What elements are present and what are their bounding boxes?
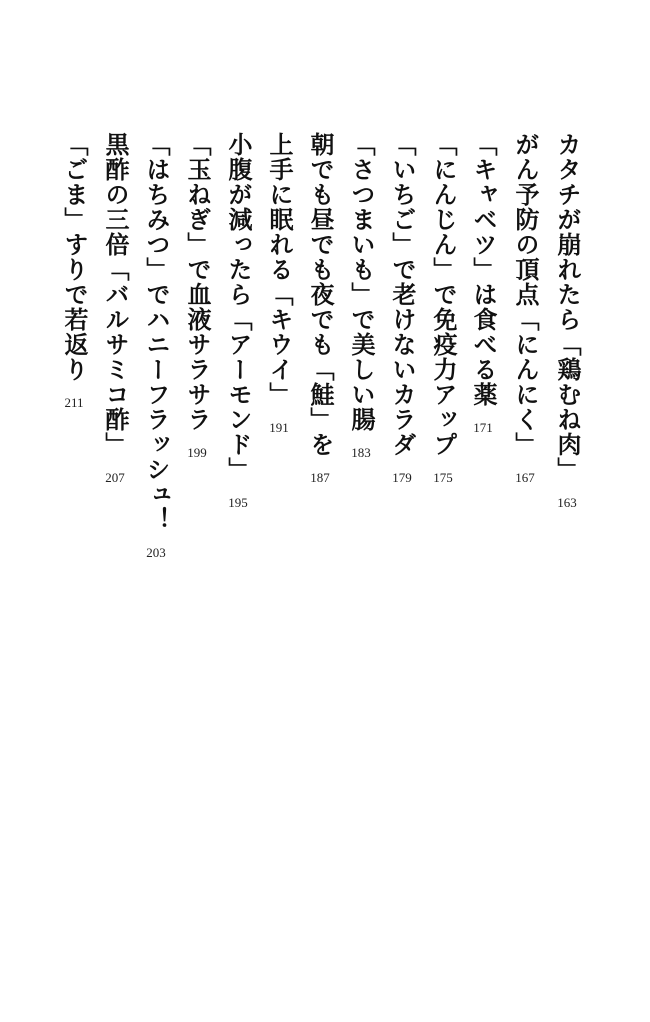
toc-entry-page-number: 163 [557, 495, 577, 510]
toc-entry-title: 「にんじん」で免疫力アップ [429, 132, 457, 457]
toc-entry-page-number: 183 [351, 445, 371, 460]
toc-entry [97, 132, 133, 485]
toc-entry-page-number: 179 [392, 470, 412, 485]
toc-entry-page-number: 175 [433, 470, 453, 485]
toc-entry [384, 132, 420, 485]
toc-entry [56, 132, 92, 410]
toc-entry-page-number: 199 [187, 445, 207, 460]
toc-entry-title: がん予防の頂点「にんにく」 [511, 132, 539, 457]
toc-entry-page-number: 195 [228, 495, 248, 510]
toc-entry-page-number: 211 [64, 395, 84, 410]
toc-entry-title: 黒酢の三倍「バルサミコ酢」 [101, 132, 129, 457]
toc-entry-title: 「さつまいも」で美しい腸 [347, 132, 375, 432]
toc-entry [261, 132, 297, 435]
toc-entry-page-number: 191 [269, 420, 289, 435]
toc-entry-title: 「はちみつ」でハニーフラッシュ！ [142, 132, 170, 532]
toc-entry-title: 上手に眠れる「キウイ」 [265, 132, 293, 407]
toc-entry-title: 「いちご」で老けないカラダ [388, 132, 416, 457]
toc-entry [465, 132, 501, 435]
toc-entry-title: 「キャベツ」は食べる薬 [469, 132, 497, 407]
toc-entry-title: 朝でも昼でも夜でも「鮭」を [306, 132, 334, 457]
toc-entry [138, 132, 174, 560]
toc-entry-page-number: 187 [310, 470, 330, 485]
toc-entry-title: カタチが崩れたら「鶏むね肉」 [553, 132, 581, 482]
toc-entry-page-number: 203 [146, 545, 166, 560]
toc-entry [343, 132, 379, 460]
toc-entry-page-number: 171 [473, 420, 493, 435]
toc-entry [425, 132, 461, 485]
toc-entry [179, 132, 215, 460]
toc-entry-page-number: 167 [515, 470, 535, 485]
toc-entry [302, 132, 338, 485]
toc-entry [549, 132, 585, 510]
toc-entry-title: 小腹が減ったら「アーモンド」 [224, 132, 252, 482]
toc-entry [220, 132, 256, 510]
toc-entry-page-number: 207 [105, 470, 125, 485]
toc-entry [507, 132, 543, 485]
toc-entry-title: 「玉ねぎ」で血液サラサラ [183, 132, 211, 432]
toc-entry-title: 「ごま」すりで若返り [60, 132, 88, 382]
